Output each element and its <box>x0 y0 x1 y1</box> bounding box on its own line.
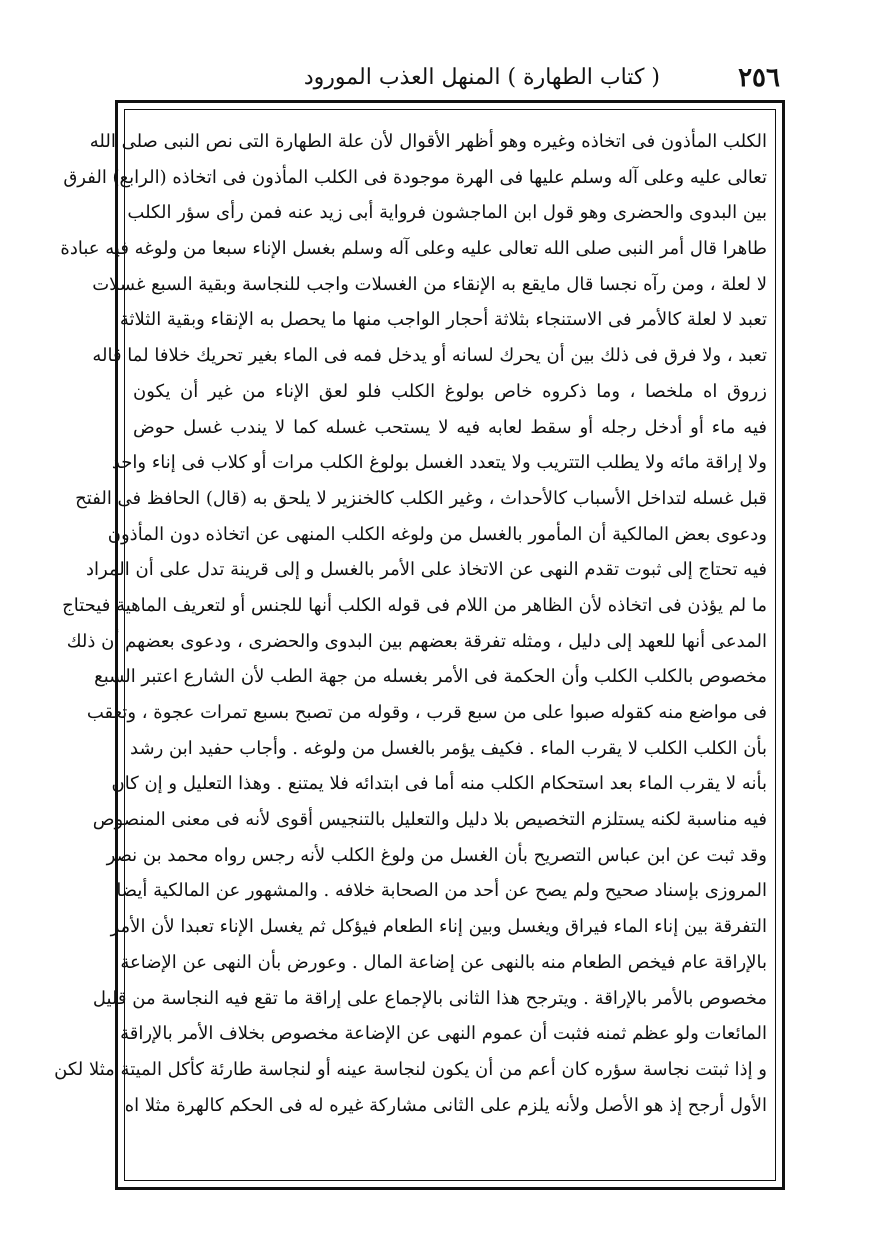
text-line <box>133 1123 767 1159</box>
text-line: ما لم يؤذن فى اتخاذه لأن الظاهر من اللام فى قوله الكلب أنها للجنس أو لتعريف الماهية فيحتاج <box>62 594 767 616</box>
body-text <box>54 124 767 1170</box>
text-line: تعبد ، ولا فرق فى ذلك بين أن يحرك لسانه أو يدخل فمه فى الماء بغير تحريك خلافا لما قاله <box>92 345 767 367</box>
text-line: فيه مناسبة لكنه يستلزم التخصيص بلا دليل والتعليل بالتنجيس أقوى لأنه فى معنى المنصوص <box>92 809 767 831</box>
text-line: مخصوص بالكلب الكلب وأن الحكمة فى الأمر بغسله من جهة الطب لأن الشارع اعتبر السبع <box>94 666 767 688</box>
text-line: بين البدوى والحضرى وهو قول ابن الماجشون فرواية أبى زيد عنه فمن رأى سؤر الكلب <box>127 202 767 224</box>
page-number: ٢٥٦ <box>738 63 780 93</box>
text-line: مخصوص بالأمر بالإراقة . ويترجح هذا الثانى بالإجماع على إراقة ما تقع فيه النجاسة من قليل <box>92 987 767 1009</box>
text-line: تعبد لا لعلة كالأمر فى الاستنجاء بثلاثة أحجار الواجب منها ما يحصل به الإنقاء وبقية الثلاثة <box>119 309 767 331</box>
text-line: و إذا ثبتت نجاسة سؤره كان أعم من أن يكون لنجاسة عينه أو لنجاسة طارئة كأكل الميتة مثلا لكن <box>54 1058 767 1080</box>
text-line: وقد ثبت عن ابن عباس التصريح بأن الغسل من ولوغ الكلب لأنه رجس رواه محمد بن نصر <box>106 844 767 866</box>
text-line: فيه ماء أو أدخل رجله أو سقط لعابه فيه لا يستحب غسله كما لا يندب غسل حوض <box>133 416 767 438</box>
text-line: المدعى أنها للعهد إلى دليل ، ومثله تفرقة بعضهم بين البدوى والحضرى ، ودعوى بعضهم أن ذلك <box>66 630 767 652</box>
text-line: ودعوى بعض المالكية أن المأمور بالغسل من ولوغه الكلب المنهى عن اتخاذه دون المأذون <box>107 523 767 545</box>
text-line: فيه تحتاج إلى ثبوت تقدم النهى عن الاتخاذ على الأمر بالغسل و إلى قرينة تدل على أن المراد <box>85 559 767 581</box>
text-line: زروق اه ملخصا ، وما ذكروه خاص بولوغ الكلب فلو لعق الإناء من غير أن يكون <box>133 380 767 402</box>
page-frame-inner <box>54 109 776 1181</box>
text-line: طاهرا قال أمر النبى صلى الله تعالى عليه وعلى آله وسلم بغسل الإناء سبعا من ولوغه فيه عبادة <box>60 238 767 260</box>
text-line: لا لعلة ، ومن رآه نجسا قال مايقع به الإنقاء من الغسلات واجب للنجاسة وبقية السبع غسلات <box>92 273 767 295</box>
text-line: بأن الكلب الكلب لا يقرب الماء . فكيف يؤمر بالغسل من ولوغه . وأجاب حفيد ابن رشد <box>130 737 767 759</box>
text-line: الكلب المأذون فى اتخاذه وغيره وهو أظهر الأقوال لأن علة الطهارة التى نص النبى صلى الله <box>89 131 767 152</box>
text-line: بالإراقة عام فيخص الطعام منه بالنهى عن إضاعة المال . وعورض بأن النهى عن الإضاعة <box>120 951 767 973</box>
running-title: ( كتاب الطهارة ) المنهل العذب المورود <box>303 65 660 90</box>
text-line: المروزى بإسناد صحيح ولم يصح عن أحد من الصحابة خلافه . والمشهور عن المالكية أيضا <box>116 880 767 902</box>
page-frame <box>54 100 785 1190</box>
text-line: قبل غسله لتداخل الأسباب كالأحداث ، وغير الكلب كالخنزير لا يلحق به (قال) الحافظ فى الفتح <box>75 487 767 509</box>
text-line: التفرقة بين إناء الماء فيراق ويغسل وبين إناء الطعام فيؤكل ثم يغسل الإناء تعبدا لأن الأمر <box>110 916 767 938</box>
text-line: بأنه لا يقرب الماء بعد استحكام الكلب منه أما فى ابتدائه فلا يمتنع . وهذا التعليل و إن كان <box>111 773 767 795</box>
text-line: ولا إراقة مائه ولا يطلب التتريب ولا يتعدد الغسل بولوغ الكلب مرات أو كلاب فى إناء واحد <box>111 452 767 474</box>
text-line: فى مواضع منه كقوله صبوا على من سبع قرب ، وقوله من تصبح بسبع تمرات عجوة ، وتعقب <box>86 702 767 723</box>
page-header <box>120 60 780 100</box>
text-line: المائعات ولو عظم ثمنه فثبت أن عموم النهى عن الإضاعة مخصوص بخلاف الأمر بالإراقة <box>120 1023 767 1045</box>
text-line: الأول أرجح إذ هو الأصل ولأنه يلزم على الثانى مشاركة غيره له فى الحكم كالهرة مثلا اه <box>124 1094 767 1116</box>
text-line: تعالى عليه وعلى آله وسلم عليها فى الهرة موجودة فى الكلب المأذون فى اتخاذه (الرابع) الفرق <box>63 166 767 188</box>
